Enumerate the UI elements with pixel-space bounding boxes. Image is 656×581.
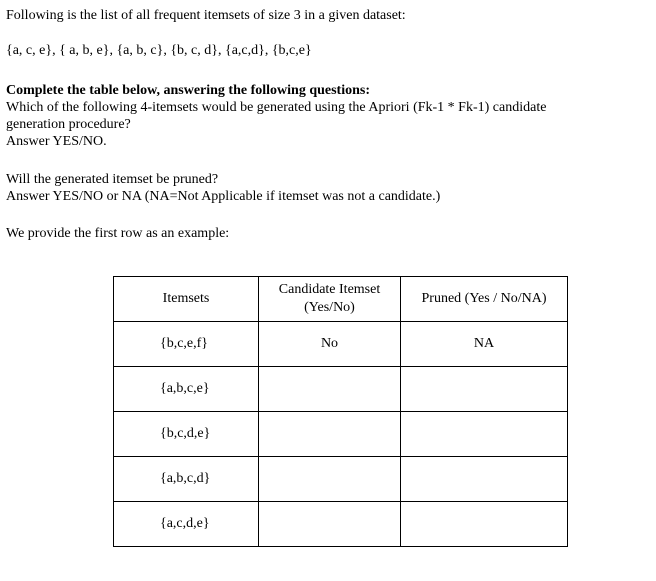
- pruned-answer-cell[interactable]: [401, 412, 568, 457]
- example-note: We provide the first row as an example:: [6, 226, 230, 241]
- table-row: [114, 367, 568, 412]
- question-1-line-1: Which of the following 4-itemsets would be generated using the Apriori (Fk-1 * Fk-1) candidate: [6, 100, 547, 115]
- table-row: [114, 457, 568, 502]
- instructions-heading: Complete the table below, answering the following questions:: [6, 83, 370, 98]
- table-header-row: [114, 277, 568, 322]
- header-candidate-itemset: [259, 277, 401, 322]
- pruned-answer-cell: NA: [401, 322, 568, 367]
- table-row: [114, 502, 568, 547]
- intro-text: Following is the list of all frequent itemsets of size 3 in a given dataset:: [6, 8, 406, 23]
- table-row: [114, 412, 568, 457]
- header-pruned: Pruned (Yes / No/NA): [401, 277, 568, 322]
- question-1-answer-format: Answer YES/NO.: [6, 134, 107, 149]
- candidate-answer-cell[interactable]: [259, 367, 401, 412]
- itemset-cell: {b,c,d,e}: [114, 412, 259, 457]
- candidate-answer-cell: No: [259, 322, 401, 367]
- header-itemsets: Itemsets: [114, 277, 259, 322]
- question-2: Will the generated itemset be pruned?: [6, 172, 219, 187]
- itemset-cell: {a,b,c,e}: [114, 367, 259, 412]
- candidate-answer-cell[interactable]: [259, 412, 401, 457]
- question-2-answer-format: Answer YES/NO or NA (NA=Not Applicable if itemset was not a candidate.): [6, 189, 441, 204]
- itemset-cell: {a,c,d,e}: [114, 502, 259, 547]
- table-row: [114, 322, 568, 367]
- pruned-answer-cell[interactable]: [401, 457, 568, 502]
- itemset-cell: {b,c,e,f}: [114, 322, 259, 367]
- apriori-answer-table: [113, 276, 568, 547]
- itemset-cell: {a,b,c,d}: [114, 457, 259, 502]
- pruned-answer-cell[interactable]: [401, 502, 568, 547]
- header-candidate-line-2: (Yes/No): [304, 300, 355, 315]
- candidate-answer-cell[interactable]: [259, 502, 401, 547]
- question-1-line-2: generation procedure?: [6, 117, 131, 132]
- header-candidate-line-1: Candidate Itemset: [278, 282, 381, 297]
- frequent-itemsets-list: {a, c, e}, { a, b, e}, {a, b, c}, {b, c, d}, {a,c,d}, {b,c,e}: [6, 43, 312, 58]
- candidate-answer-cell[interactable]: [259, 457, 401, 502]
- pruned-answer-cell[interactable]: [401, 367, 568, 412]
